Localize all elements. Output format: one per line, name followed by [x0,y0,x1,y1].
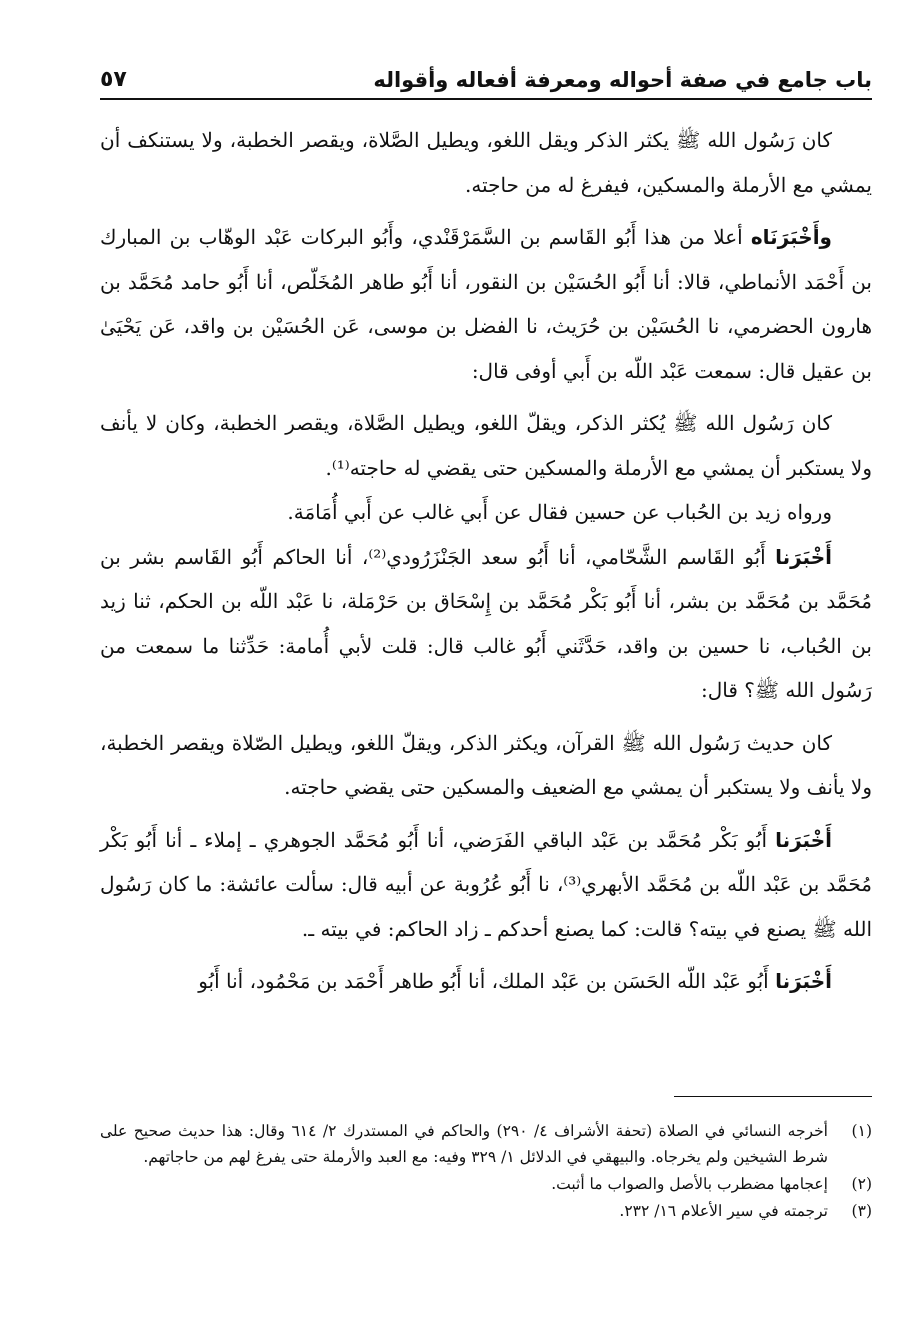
paragraph-lead: أَخْبَرَنا [775,544,832,569]
running-title: باب جامع في صفة أحواله ومعرفة أفعاله وأقواله [373,68,872,92]
running-header [100,52,872,100]
paragraph-lead: وأَخْبَرَنَاه [750,225,832,249]
footnotes [100,1118,872,1225]
paragraph-text: ورواه زيد بن الحُباب عن حسين فقال عن أَبي غالب عن أَبي أُمَامَة. [287,500,832,524]
main-text [100,118,872,1004]
paragraph [100,818,872,952]
page-number: ٥٧ [100,67,127,92]
paragraph [100,401,872,490]
footnote-number: (١) [851,1122,872,1140]
paragraph-text: أعلا من هذا أَبُو القَاسم بن السَّمَرْقَنْدي، وأَبُو البركات عَبْد الوهّاب بن المبارك بن أَحْمَد الأنماطي، قالا: أنا أَبُو الحُسَيْن بن النقور، أنا أَبُو طاهر المُخَلّص، أنا أَبُو حامد مُحَمَّد بن هارون الحضرمي، نا الحُسَيْن بن حُرَيث، نا الفضل بن موسى، عَن الحُسَيْن بن واقد، عَن يَحْيَىٰ بن عقيل قال: سمعت عَبْد اللّه بن أَبي أوفى قال: [100,225,872,383]
footnote-number: (٣) [851,1202,872,1220]
footnote [100,1171,872,1197]
paragraph-text: أَبُو بَكْر مُحَمَّد بن عَبْد الباقي الفَرَضي، أنا أَبُو مُحَمَّد الجوهري ـ إملاء ـ أنا أَبُو بَكْر مُحَمَّد بن عَبْد اللّه بن مُحَمَّد الأبهري⁽³⁾، نا أَبُو عُرُوبة عن أبيه قال: سألت عائشة: ما كان رَسُول الله ﷺ يصنع في بيته؟ قالت: كما يصنع أحدكم ـ زاد الحاكم: في بيته ـ. [100,827,872,941]
footnote [100,1118,872,1170]
paragraph [100,959,872,1004]
paragraph [100,721,872,810]
paragraph-text: كان حديث رَسُول الله ﷺ القرآن، ويكثر الذكر، ويقلّ اللغو، ويطيل الصّلاة ويقصر الخطبة، ولا يأنف ولا يستكبر أن يمشي مع الضعيف والمسكين حتى يقضي حاجته. [100,730,872,799]
paragraph [100,535,872,713]
paragraph-lead: أَخْبَرَنا [775,969,832,993]
footnote-text: إعجامها مضطرب بالأصل والصواب ما أثبت. [551,1175,828,1193]
paragraph [100,215,872,393]
footnote-separator [674,1096,872,1097]
paragraph-text: أَبُو القَاسم الشَّحّامي، أنا أَبُو سعد الجَنْزَرُودي⁽²⁾، أنا الحاكم أَبُو القَاسم بشر بن مُحَمَّد بن مُحَمَّد بن بشر، أنا أَبُو بَكْر مُحَمَّد بن إِسْحَاق بن حَرْمَلة، نا عَبْد اللّه بن الحكم، ثنا زيد بن الحُباب، نا حسين بن واقد، حَدَّثَني أَبُو غالب قال: قلت لأبي أُمامة: حَدِّثنا ما سمعت من رَسُول الله ﷺ؟ قال: [100,544,872,702]
paragraph [100,490,872,535]
footnote-number: (٢) [851,1175,872,1193]
paragraph-text: كان رَسُول الله ﷺ يُكثر الذكر، ويقلّ اللغو، ويطيل الصَّلاة، ويقصر الخطبة، وكان لا يأنف ولا يستكبر أن يمشي مع الأرملة والمسكين حتى يقضي له حاجته⁽¹⁾. [100,411,872,480]
footnote-text: أخرجه النسائي في الصلاة (تحفة الأشراف ٤/ ٢٩٠) والحاكم في المستدرك ٢/ ٦١٤ وقال: هذا حديث صحيح على شرط الشيخين ولم يخرجاه. والبيهقي في الدلائل ١/ ٣٢٩ وفيه: مع العبد والأرملة حتى يفرغ لهم من حاجاتهم. [100,1122,828,1166]
footnote [100,1198,872,1224]
paragraph [100,118,872,207]
paragraph-text: كان رَسُول الله ﷺ يكثر الذكر ويقل اللغو، ويطيل الصَّلاة، ويقصر الخطبة، ولا يستنكف أن يمشي مع الأرملة والمسكين، فيفرغ له من حاجته. [100,128,872,197]
paragraph-lead: أَخْبَرَنا [775,827,832,852]
paragraph-text: أَبُو عَبْد اللّه الحَسَن بن عَبْد الملك، أنا أَبُو طاهر أَحْمَد بن مَحْمُود، أنا أَبُو [198,969,776,993]
footnote-text: ترجمته في سير الأعلام ١٦/ ٢٣٢. [619,1202,828,1220]
